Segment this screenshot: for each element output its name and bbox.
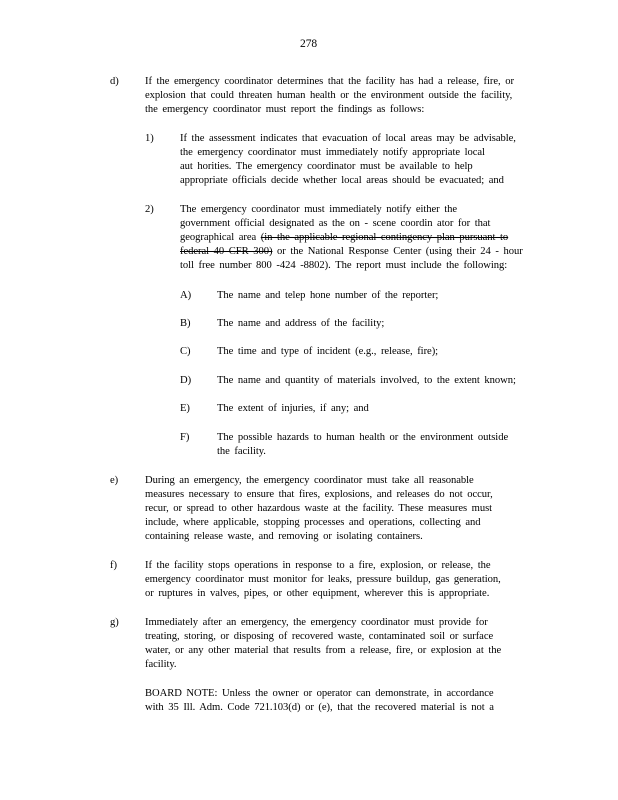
item-d1-marker: 1): [145, 133, 154, 144]
item-f-marker: f): [110, 560, 117, 571]
subitem-text: the facility.: [217, 446, 266, 457]
board-note-line: with 35 Ill. Adm. Code 721.103(d) or (e), that the recovered material is not a: [145, 702, 494, 713]
item-e-line: recur, or spread to other hazardous waste at the facility. These measures must: [145, 503, 493, 514]
item-d1-line: aut horities. The emergency coordinator must be available to help: [180, 161, 473, 172]
item-d2-line: toll free number 800 -424 -8802). The report must include the following:: [180, 260, 508, 271]
item-d1-line: the emergency coordinator must immediately notify appropriate local: [180, 147, 485, 158]
struck-text: (in the applicable regional contingency plan pursuant to: [260, 232, 509, 243]
item-g-line: facility.: [145, 659, 177, 670]
subitem-text: The extent of injuries, if any; and: [217, 403, 369, 414]
subitem-marker: F): [180, 432, 190, 443]
subitem-marker: C): [180, 346, 191, 357]
subitem-text: The name and address of the facility;: [217, 318, 385, 329]
item-d2-text: geographical area: [180, 232, 261, 243]
item-e-line: During an emergency, the emergency coordinator must take all reasonable: [145, 475, 474, 486]
subitem-text: The name and quantity of materials involved, to the extent known;: [217, 375, 516, 386]
item-d1-line: If the assessment indicates that evacuation of local areas may be advisable,: [180, 133, 516, 144]
item-f-line: If the facility stops operations in response to a fire, explosion, or release, the: [145, 560, 491, 571]
item-d2-line: [180, 245, 523, 258]
item-d1-line: appropriate officials decide whether local areas should be evacuated; and: [180, 175, 504, 186]
item-e-line: include, where applicable, stopping processes and operations, collecting and: [145, 517, 481, 528]
subitem-text: The time and type of incident (e.g., release, fire);: [217, 346, 439, 357]
item-d2-line: The emergency coordinator must immediately notify either the: [180, 204, 458, 215]
subitem-marker: D): [180, 375, 192, 386]
subitem-text: The name and telep hone number of the reporter;: [217, 290, 439, 301]
item-g-line: water, or any other material that results from a release, fire, or explosion at the: [145, 645, 502, 656]
item-e-line: measures necessary to ensure that fires, explosions, and releases do not occur,: [145, 489, 493, 500]
item-d2-line: government official designated as the on - scene coordin ator for that: [180, 218, 491, 229]
item-g-line: treating, storing, or disposing of recovered waste, contaminated soil or surface: [145, 631, 494, 642]
page-number: 278: [300, 38, 318, 50]
subitem-marker: E): [180, 403, 190, 414]
subitem-text: The possible hazards to human health or the environment outside: [217, 432, 509, 443]
subitem-marker: B): [180, 318, 191, 329]
item-d-line: the emergency coordinator must report the findings as follows:: [145, 104, 425, 115]
item-d-line: explosion that could threaten human health or the environment outside the facility,: [145, 90, 513, 101]
item-d-marker: d): [110, 76, 119, 87]
item-d2-line: [180, 231, 508, 244]
item-e-marker: e): [110, 475, 119, 486]
item-f-line: or ruptures in valves, pipes, or other equipment, wherever this is appropriate.: [145, 588, 490, 599]
item-e-line: containing release waste, and removing or isolating containers.: [145, 531, 423, 542]
board-note-line: BOARD NOTE: Unless the owner or operator can demonstrate, in accordance: [145, 688, 494, 699]
item-f-line: emergency coordinator must monitor for leaks, pressure buildup, gas generation,: [145, 574, 501, 585]
item-d2-marker: 2): [145, 204, 154, 215]
item-g-line: Immediately after an emergency, the emergency coordinator must provide for: [145, 617, 488, 628]
item-d2-text: or the National Response Center (using their 24 - hour: [272, 246, 523, 257]
item-d-line: If the emergency coordinator determines that the facility has had a release, fire, or: [145, 76, 514, 87]
struck-text: federal 40 CFR 300): [180, 246, 273, 257]
subitem-marker: A): [180, 290, 192, 301]
item-g-marker: g): [110, 617, 119, 628]
